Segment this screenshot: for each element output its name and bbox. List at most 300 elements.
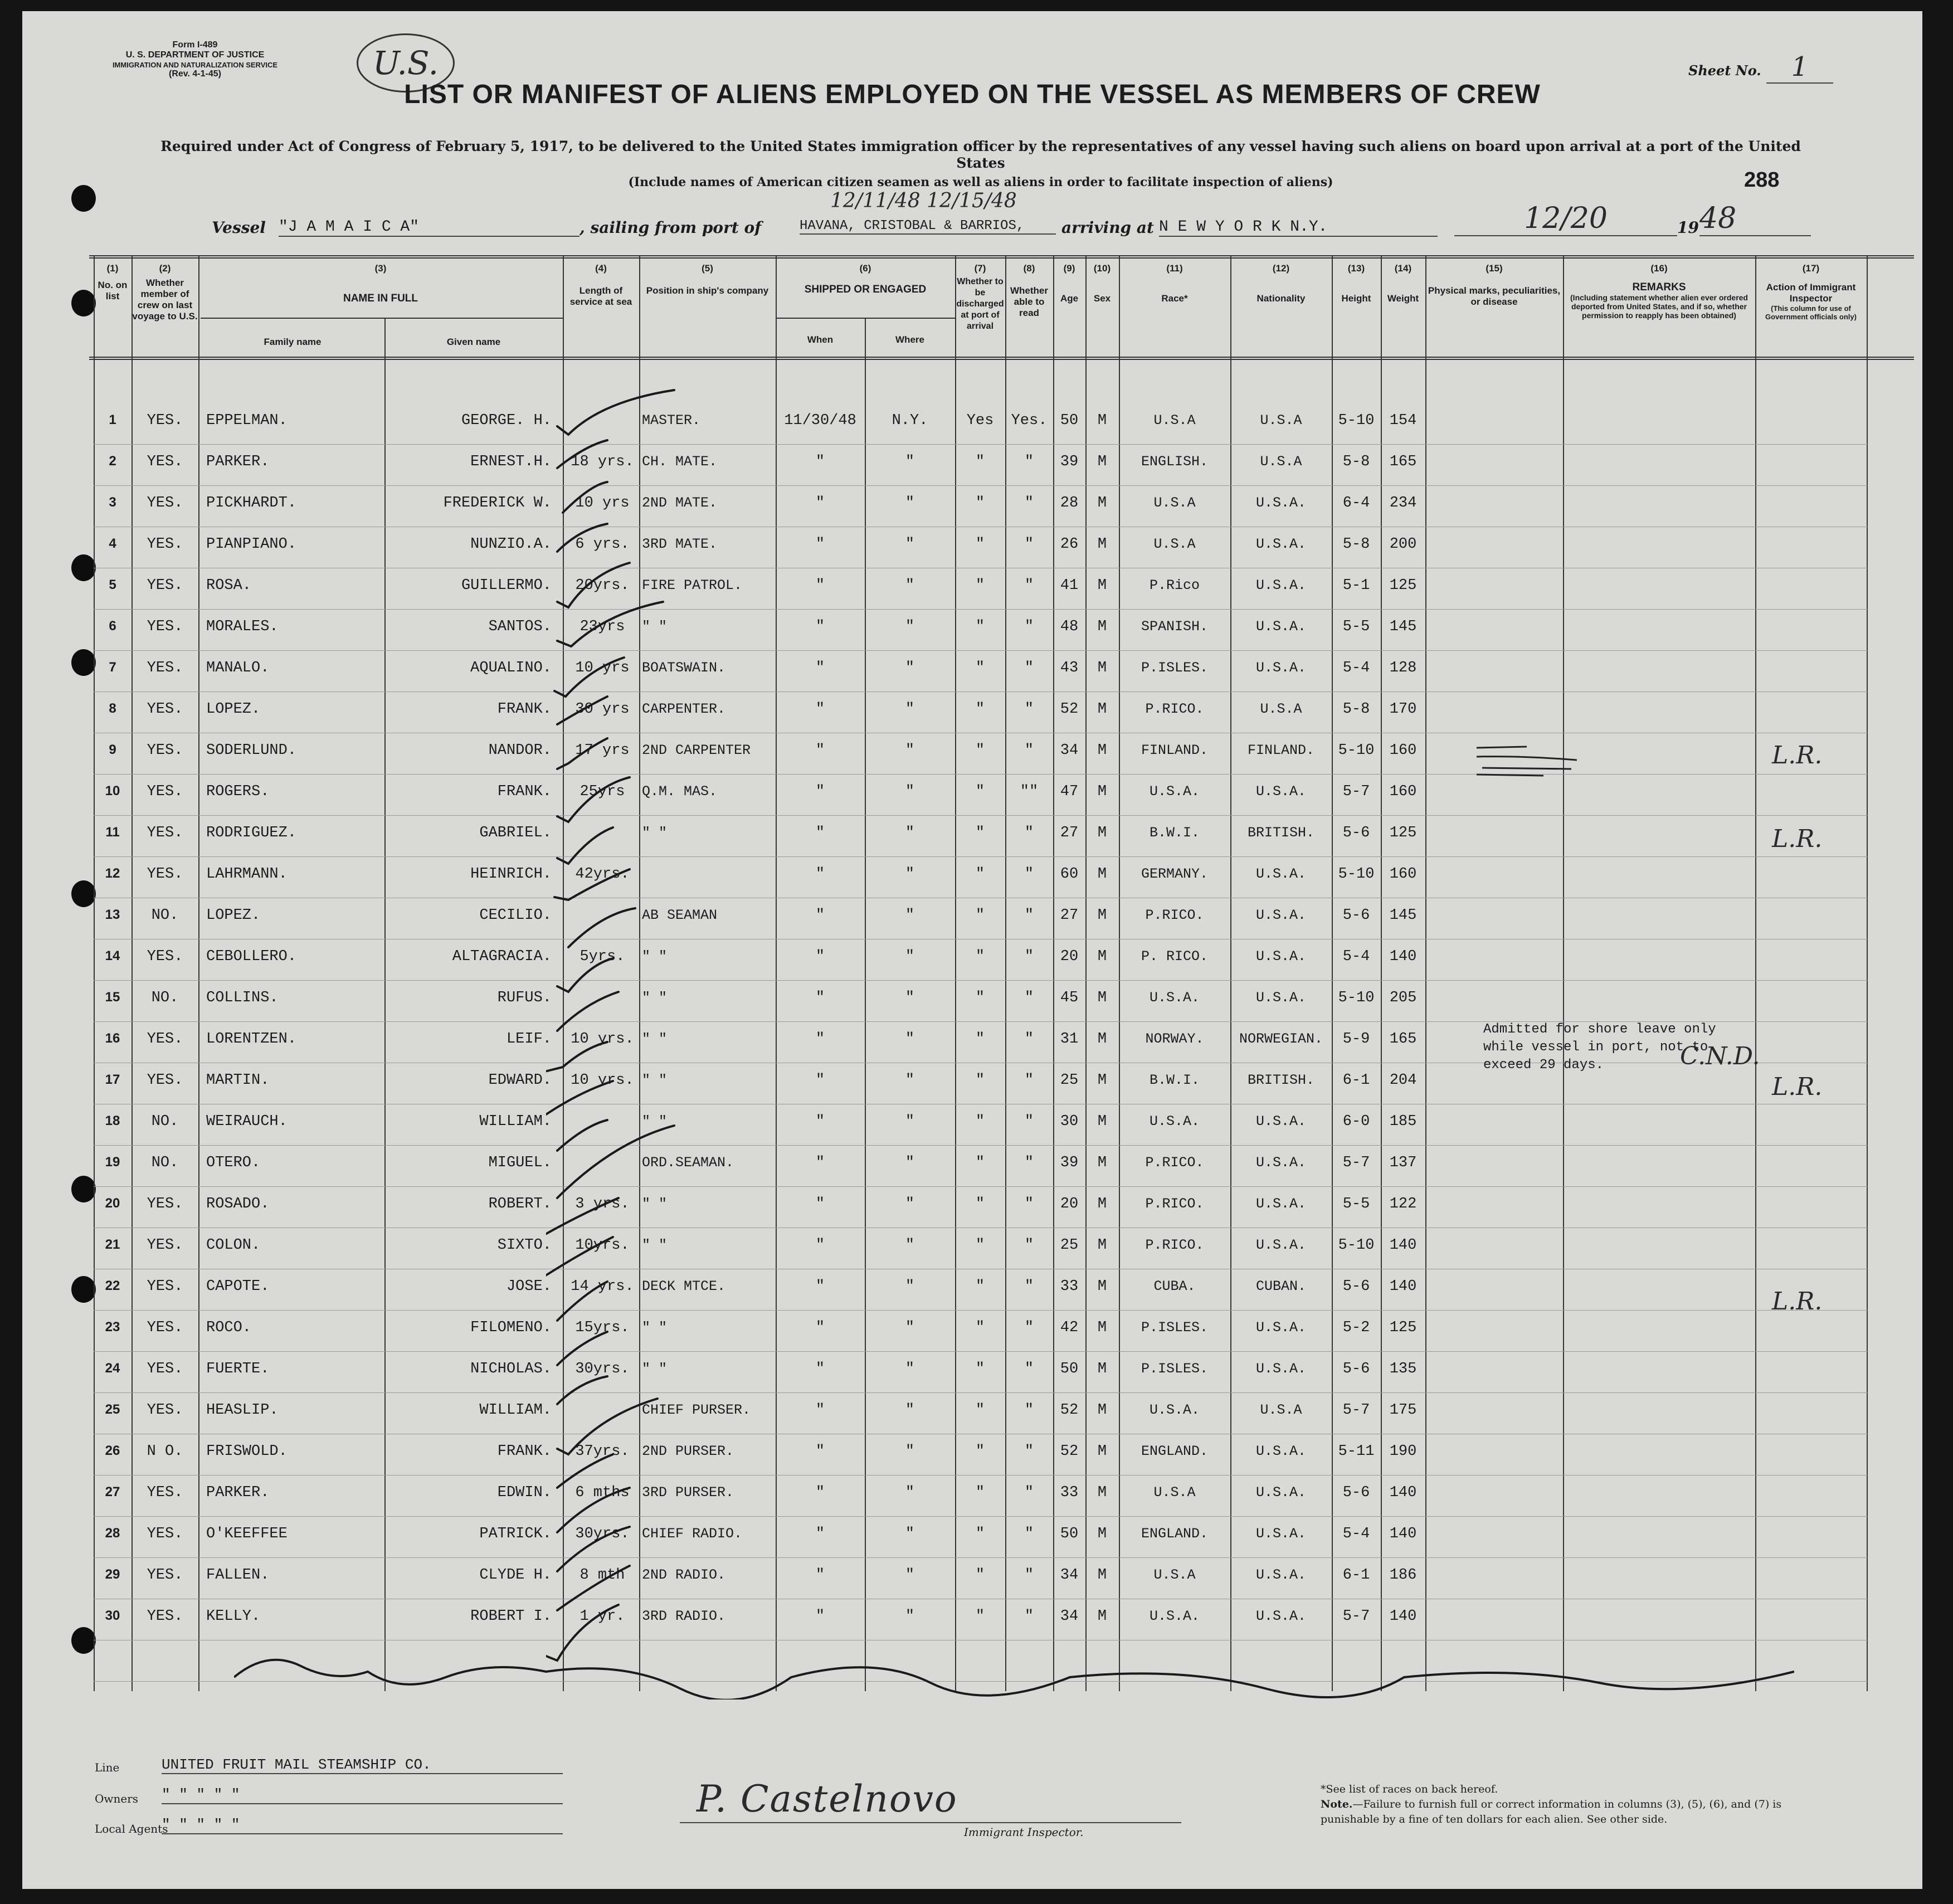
shipped-where-cell: ": [905, 1567, 915, 1584]
race-cell: ENGLISH.: [1141, 454, 1209, 470]
position-cell: 2ND RADIO.: [642, 1567, 726, 1583]
family-name-cell: ROCO.: [206, 1319, 252, 1336]
position-cell: " ": [642, 948, 668, 965]
age-cell: 33: [1060, 1278, 1079, 1295]
race-cell: U.S.A.: [1149, 783, 1200, 800]
family-name-cell: ROSA.: [206, 577, 252, 594]
name-subheader-line: [201, 318, 563, 319]
row-rule: [94, 1392, 1868, 1393]
able-to-read-cell: Yes.: [1011, 412, 1048, 429]
row-number-cell: 21: [105, 1237, 120, 1252]
given-name-cell: EDWARD.: [488, 1072, 552, 1089]
height-cell: 5-4: [1342, 948, 1370, 965]
last-voyage-cell: YES.: [147, 412, 183, 429]
height-cell: 5-9: [1342, 1031, 1370, 1048]
us-stamp: U.S.: [357, 33, 455, 92]
col-divider: [1119, 256, 1120, 1691]
height-cell: 6-4: [1342, 495, 1370, 512]
last-voyage-cell: YES.: [147, 1031, 183, 1048]
able-to-read-cell: ": [1024, 1072, 1034, 1089]
nationality-cell: FINLAND.: [1247, 742, 1315, 758]
position-cell: " ": [642, 1113, 668, 1129]
last-voyage-cell: YES.: [147, 1402, 183, 1419]
last-voyage-cell: N O.: [147, 1443, 183, 1460]
family-name-cell: CEBOLLERO.: [206, 948, 297, 965]
to-be-discharged-cell: ": [975, 825, 985, 841]
position-cell: " ": [642, 1072, 668, 1088]
arrival-date: 12/20: [1454, 202, 1677, 236]
age-cell: 30: [1060, 1113, 1079, 1130]
row-rule: [94, 1475, 1868, 1476]
shipped-where-cell: ": [905, 495, 915, 512]
to-be-discharged-cell: ": [975, 866, 985, 883]
family-name-cell: MARTIN.: [206, 1072, 270, 1089]
position-cell: " ": [642, 825, 668, 841]
nationality-cell: U.S.A.: [1255, 1155, 1306, 1171]
length-of-service-cell: 42yrs.: [575, 866, 630, 883]
last-voyage-cell: YES.: [147, 1072, 183, 1089]
revision: (Rev. 4-1-45): [169, 69, 221, 79]
shipped-when-cell: ": [815, 1072, 825, 1089]
family-name-cell: CAPOTE.: [206, 1278, 270, 1295]
last-voyage-cell: YES.: [147, 825, 183, 841]
col-header-race: (11) Race*: [1161, 263, 1188, 304]
shipped-where-cell: ": [905, 907, 915, 924]
given-name-cell: JOSE.: [506, 1278, 552, 1295]
able-to-read-cell: ": [1024, 825, 1034, 841]
last-voyage-cell: YES.: [147, 454, 183, 470]
last-voyage-cell: YES.: [147, 948, 183, 965]
race-cell: U.S.A: [1153, 1484, 1196, 1501]
col-header-inspector-action: (17) Action of Immigrant Inspector (This column for use of Government officials only): [1765, 263, 1857, 321]
last-voyage-cell: YES.: [147, 1526, 183, 1542]
to-be-discharged-cell: ": [975, 1484, 985, 1501]
shipped-when-cell: ": [815, 660, 825, 676]
col-header-family-name: Family name: [264, 337, 322, 347]
row-number-cell: 15: [105, 990, 120, 1005]
last-voyage-cell: YES.: [147, 660, 183, 676]
family-name-cell: LOPEZ.: [206, 907, 261, 924]
weight-cell: 185: [1389, 1113, 1417, 1130]
able-to-read-cell: ": [1024, 536, 1034, 553]
shipped-when-cell: ": [815, 1237, 825, 1254]
position-cell: 2ND PURSER.: [642, 1443, 734, 1459]
shipped-where-cell: ": [905, 1526, 915, 1542]
given-name-cell: NICHOLAS.: [470, 1361, 552, 1377]
last-voyage-cell: NO.: [151, 1113, 179, 1130]
position-cell: CHIEF PURSER.: [642, 1402, 751, 1418]
header-bottom-border: [89, 359, 1914, 360]
height-cell: 5-5: [1342, 1196, 1370, 1212]
to-be-discharged-cell: ": [975, 1361, 985, 1377]
position-cell: ORD.SEAMAN.: [642, 1155, 734, 1171]
col-divider: [1381, 256, 1382, 1691]
position-cell: 3RD RADIO.: [642, 1608, 726, 1624]
row-rule: [94, 856, 1868, 857]
row-rule: [94, 980, 1868, 981]
age-cell: 52: [1060, 701, 1079, 718]
weight-cell: 128: [1389, 660, 1417, 676]
given-name-cell: MIGUEL.: [488, 1155, 552, 1171]
col-divider: [1230, 256, 1231, 1691]
family-name-cell: ROSADO.: [206, 1196, 270, 1212]
shipped-when-cell: ": [815, 1155, 825, 1171]
sex-cell: M: [1097, 783, 1107, 800]
given-name-cell: NUNZIO.A.: [470, 536, 552, 553]
race-cell: GERMANY.: [1141, 866, 1209, 882]
shipped-when-cell: ": [815, 1608, 825, 1625]
family-name-cell: RODRIGUEZ.: [206, 825, 297, 841]
sex-cell: M: [1097, 990, 1107, 1006]
position-cell: " ": [642, 1196, 668, 1212]
height-cell: 5-4: [1342, 660, 1370, 676]
able-to-read-cell: ": [1024, 495, 1034, 512]
binder-hole: [71, 1276, 96, 1303]
row-number-cell: 29: [105, 1567, 120, 1582]
sex-cell: M: [1097, 701, 1107, 718]
family-name-cell: MORALES.: [206, 619, 279, 635]
able-to-read-cell: ": [1024, 454, 1034, 470]
sex-cell: M: [1097, 1608, 1107, 1625]
col-header-nationality: (12) Nationality: [1256, 263, 1306, 304]
to-be-discharged-cell: ": [975, 990, 985, 1006]
row-number-cell: 28: [105, 1526, 120, 1541]
row-rule: [94, 1310, 1868, 1311]
race-cell: U.S.A: [1153, 412, 1196, 428]
sex-cell: M: [1097, 742, 1107, 759]
row-rule: [94, 1145, 1868, 1146]
weight-cell: 205: [1389, 990, 1417, 1006]
inspector-signature: P. Castelnovo: [697, 1778, 958, 1820]
nationality-cell: U.S.A.: [1255, 619, 1306, 635]
shipped-where-cell: ": [905, 1237, 915, 1254]
weight-cell: 234: [1389, 495, 1417, 512]
row-number-cell: 2: [109, 454, 116, 469]
weight-cell: 125: [1389, 577, 1417, 594]
to-be-discharged-cell: ": [975, 1608, 985, 1625]
family-name-cell: PARKER.: [206, 454, 270, 470]
length-of-service-cell: 5yrs.: [579, 948, 625, 965]
race-cell: U.S.A: [1153, 536, 1196, 552]
weight-cell: 154: [1389, 412, 1417, 429]
nationality-cell: U.S.A.: [1255, 783, 1306, 800]
able-to-read-cell: ": [1024, 948, 1034, 965]
to-be-discharged-cell: ": [975, 907, 985, 924]
sex-cell: M: [1097, 907, 1107, 924]
given-name-cell: AQUALINO.: [470, 660, 552, 676]
col-header-when: When: [807, 334, 834, 345]
weight-cell: 160: [1389, 742, 1417, 759]
position-cell: 2ND MATE.: [642, 495, 718, 511]
age-cell: 45: [1060, 990, 1079, 1006]
nationality-cell: U.S.A.: [1255, 660, 1306, 676]
age-cell: 42: [1060, 1319, 1079, 1336]
row-number-cell: 30: [105, 1608, 120, 1623]
sex-cell: M: [1097, 1526, 1107, 1542]
race-cell: P.ISLES.: [1141, 1361, 1209, 1377]
height-cell: 5-5: [1342, 619, 1370, 635]
position-cell: CARPENTER.: [642, 701, 726, 717]
able-to-read-cell: ": [1024, 866, 1034, 883]
last-voyage-cell: YES.: [147, 1361, 183, 1377]
to-be-discharged-cell: ": [975, 619, 985, 635]
race-cell: CUBA.: [1153, 1278, 1196, 1294]
able-to-read-cell: ": [1024, 742, 1034, 759]
col-divider: [1425, 256, 1426, 1691]
col-divider: [776, 256, 777, 1691]
shipped-when-cell: ": [815, 495, 825, 512]
weight-cell: 137: [1389, 1155, 1417, 1171]
length-of-service-cell: 10 yrs: [575, 660, 630, 676]
able-to-read-cell: ": [1024, 907, 1034, 924]
position-cell: 2ND CARPENTER: [642, 742, 751, 758]
shipped-when-cell: ": [815, 990, 825, 1006]
last-voyage-cell: YES.: [147, 742, 183, 759]
length-of-service-cell: 30yrs.: [575, 1526, 630, 1542]
weight-cell: 140: [1389, 1237, 1417, 1254]
row-rule: [94, 1516, 1868, 1517]
height-cell: 6-1: [1342, 1072, 1370, 1089]
races-note: *See list of races on back hereof.: [1321, 1783, 1498, 1795]
sex-cell: M: [1097, 619, 1107, 635]
able-to-read-cell: ": [1024, 990, 1034, 1006]
nationality-cell: U.S.A.: [1255, 495, 1306, 511]
length-of-service-cell: 8 mth: [579, 1567, 625, 1584]
shipped-where-cell: ": [905, 1608, 915, 1625]
to-be-discharged-cell: Yes: [966, 412, 994, 429]
length-of-service-cell: 14 yrs.: [571, 1278, 634, 1295]
family-name-cell: EPPELMAN.: [206, 412, 288, 429]
sheet-number: 1: [1766, 51, 1833, 84]
family-name-cell: HEASLIP.: [206, 1402, 279, 1419]
height-cell: 5-6: [1342, 825, 1370, 841]
to-be-discharged-cell: ": [975, 495, 985, 512]
page-title: LIST OR MANIFEST OF ALIENS EMPLOYED ON THE VESSEL AS MEMBERS OF CREW: [404, 80, 1541, 109]
able-to-read-cell: ": [1024, 1196, 1034, 1212]
shipped-where-cell: ": [905, 1278, 915, 1295]
length-of-service-cell: 30 yrs: [575, 701, 630, 718]
able-to-read-cell: ": [1024, 1237, 1034, 1254]
given-name-cell: GEORGE. H.: [461, 412, 552, 429]
subtitle: Required under Act of Congress of February 5, 1917, to be delivered to the United States immigration officer by the representatives of any vessel having such aliens on board upon arrival at a port of the United States: [160, 138, 1801, 171]
position-cell: CH. MATE.: [642, 454, 718, 470]
shipped-where-cell: ": [905, 948, 915, 965]
given-name-cell: ALTAGRACIA.: [452, 948, 552, 965]
shipped-where-cell: ": [905, 1361, 915, 1377]
height-cell: 5-10: [1338, 990, 1375, 1006]
arrival-year: 48: [1699, 202, 1811, 236]
row-number-cell: 22: [105, 1278, 120, 1293]
sex-cell: M: [1097, 536, 1107, 553]
binder-hole: [71, 1627, 96, 1654]
sex-cell: M: [1097, 660, 1107, 676]
weight-cell: 145: [1389, 619, 1417, 635]
position-cell: " ": [642, 1237, 668, 1253]
nationality-cell: U.S.A.: [1255, 536, 1306, 552]
shipped-where-cell: ": [905, 660, 915, 676]
nationality-cell: U.S.A.: [1255, 577, 1306, 593]
to-be-discharged-cell: ": [975, 536, 985, 553]
family-name-cell: LOPEZ.: [206, 701, 261, 718]
height-cell: 5-11: [1338, 1443, 1375, 1460]
race-cell: B.W.I.: [1149, 1072, 1200, 1088]
given-name-cell: FRANK.: [497, 783, 552, 800]
age-cell: 47: [1060, 783, 1079, 800]
row-number-cell: 13: [105, 907, 120, 922]
race-cell: P.RICO.: [1145, 1196, 1204, 1212]
given-name-cell: FRANK.: [497, 1443, 552, 1460]
given-name-cell: WILLIAM.: [479, 1113, 552, 1130]
shipped-when-cell: ": [815, 701, 825, 718]
row-rule: [94, 609, 1868, 610]
able-to-read-cell: ": [1024, 701, 1034, 718]
family-name-cell: O'KEEFFEE: [206, 1526, 288, 1542]
position-cell: " ": [642, 1361, 668, 1377]
shipped-when-cell: ": [815, 1196, 825, 1212]
height-cell: 5-8: [1342, 701, 1370, 718]
shipped-where-cell: ": [905, 1072, 915, 1089]
age-cell: 34: [1060, 742, 1079, 759]
age-cell: 50: [1060, 1361, 1079, 1377]
sex-cell: M: [1097, 1113, 1107, 1130]
last-voyage-cell: YES.: [147, 1196, 183, 1212]
row-number-cell: 9: [109, 742, 116, 757]
sex-cell: M: [1097, 1031, 1107, 1048]
shipped-where-cell: ": [905, 866, 915, 883]
shipped-where-cell: ": [905, 1113, 915, 1130]
family-name-cell: COLON.: [206, 1237, 261, 1254]
col-header-weight: (14) Weight: [1387, 263, 1419, 304]
given-name-cell: SIXTO.: [497, 1237, 552, 1254]
shipped-when-cell: ": [815, 1526, 825, 1542]
race-cell: ENGLAND.: [1141, 1526, 1209, 1542]
inspector-mark-row-22: L.R.: [1772, 1287, 1823, 1316]
weight-cell: 160: [1389, 866, 1417, 883]
manifest-sheet: [22, 11, 1922, 1889]
given-name-cell: RUFUS.: [497, 990, 552, 1006]
col-header-sex: (10) Sex: [1093, 263, 1111, 304]
nationality-cell: U.S.A.: [1255, 866, 1306, 882]
position-cell: BOATSWAIN.: [642, 660, 726, 676]
height-cell: 5-7: [1342, 783, 1370, 800]
position-cell: AB SEAMAN: [642, 907, 718, 923]
to-be-discharged-cell: ": [975, 1567, 985, 1584]
nationality-cell: U.S.A: [1260, 412, 1302, 428]
family-name-cell: FUERTE.: [206, 1361, 270, 1377]
to-be-discharged-cell: ": [975, 1443, 985, 1460]
nationality-cell: U.S.A.: [1255, 907, 1306, 923]
height-cell: 5-4: [1342, 1526, 1370, 1542]
shipped-when-cell: ": [815, 1443, 825, 1460]
strike-out-mark: [1477, 736, 1599, 786]
family-name-cell: PARKER.: [206, 1484, 270, 1501]
family-name-cell: SODERLUND.: [206, 742, 297, 759]
to-be-discharged-cell: ": [975, 454, 985, 470]
include-note: (Include names of American citizen seamen as well as aliens in order to facilitate inspection of aliens): [628, 175, 1333, 189]
shipped-when-cell: ": [815, 907, 825, 924]
family-name-cell: LAHRMANN.: [206, 866, 288, 883]
shipped-when-cell: ": [815, 1361, 825, 1377]
weight-cell: 186: [1389, 1567, 1417, 1584]
age-cell: 26: [1060, 536, 1079, 553]
length-of-service-cell: 15yrs.: [575, 1319, 630, 1336]
binder-hole: [71, 290, 96, 316]
year-prefix: 19: [1677, 218, 1699, 237]
age-cell: 50: [1060, 412, 1079, 429]
family-name-cell: LORENTZEN.: [206, 1031, 297, 1048]
row-rule: [94, 774, 1868, 775]
race-cell: U.S.A: [1153, 1567, 1196, 1583]
able-to-read-cell: ": [1024, 1361, 1034, 1377]
weight-cell: 160: [1389, 783, 1417, 800]
able-to-read-cell: ": [1024, 1031, 1034, 1048]
age-cell: 27: [1060, 825, 1079, 841]
shipped-when-cell: ": [815, 1278, 825, 1295]
age-cell: 48: [1060, 619, 1079, 635]
weight-cell: 125: [1389, 1319, 1417, 1336]
length-of-service-cell: 20yrs.: [575, 577, 630, 594]
agents-label: Local Agents: [95, 1822, 168, 1835]
height-cell: 5-10: [1338, 412, 1375, 429]
nationality-cell: U.S.A.: [1255, 1237, 1306, 1253]
age-cell: 20: [1060, 1196, 1079, 1212]
height-cell: 5-8: [1342, 536, 1370, 553]
weight-cell: 145: [1389, 907, 1417, 924]
row-rule: [94, 1186, 1868, 1187]
to-be-discharged-cell: ": [975, 1031, 985, 1048]
last-voyage-cell: YES.: [147, 536, 183, 553]
row-number-cell: 12: [105, 866, 120, 881]
to-be-discharged-cell: ": [975, 1237, 985, 1254]
row-number-cell: 20: [105, 1196, 120, 1211]
height-cell: 5-10: [1338, 1237, 1375, 1254]
race-cell: U.S.A.: [1149, 1608, 1200, 1624]
shipped-when-cell: ": [815, 783, 825, 800]
given-name-cell: ROBERT I.: [470, 1608, 552, 1625]
row-number-cell: 26: [105, 1443, 120, 1458]
length-of-service-cell: 6 yrs.: [575, 536, 630, 553]
col-header-name: (3) NAME IN FULL: [343, 263, 418, 304]
length-of-service-cell: 17 yrs: [575, 742, 630, 759]
ports: HAVANA, CRISTOBAL & BARRIOS,: [800, 218, 1056, 235]
line-value: UNITED FRUIT MAIL STEAMSHIP CO.: [162, 1756, 563, 1774]
to-be-discharged-cell: ": [975, 1319, 985, 1336]
nationality-cell: BRITISH.: [1247, 1072, 1315, 1088]
weight-cell: 190: [1389, 1443, 1417, 1460]
weight-cell: 140: [1389, 948, 1417, 965]
last-voyage-cell: YES.: [147, 619, 183, 635]
to-be-discharged-cell: ": [975, 1402, 985, 1419]
shipped-where-cell: ": [905, 1402, 915, 1419]
header-bottom-border: [89, 357, 1914, 358]
height-cell: 5-6: [1342, 1484, 1370, 1501]
inspector-mark-row-17: L.R.: [1772, 1073, 1823, 1101]
row-number-cell: 14: [105, 948, 120, 963]
sex-cell: M: [1097, 577, 1107, 594]
height-cell: 6-0: [1342, 1113, 1370, 1130]
weight-cell: 122: [1389, 1196, 1417, 1212]
position-cell: " ": [642, 990, 668, 1006]
given-name-cell: GUILLERMO.: [461, 577, 552, 594]
given-name-cell: ERNEST.H.: [470, 454, 552, 470]
row-number-cell: 27: [105, 1484, 120, 1499]
age-cell: 52: [1060, 1402, 1079, 1419]
weight-cell: 204: [1389, 1072, 1417, 1089]
row-number-cell: 17: [105, 1072, 120, 1087]
shipped-where-cell: ": [905, 1319, 915, 1336]
race-cell: SPANISH.: [1141, 619, 1209, 635]
row-number-cell: 6: [109, 619, 116, 634]
